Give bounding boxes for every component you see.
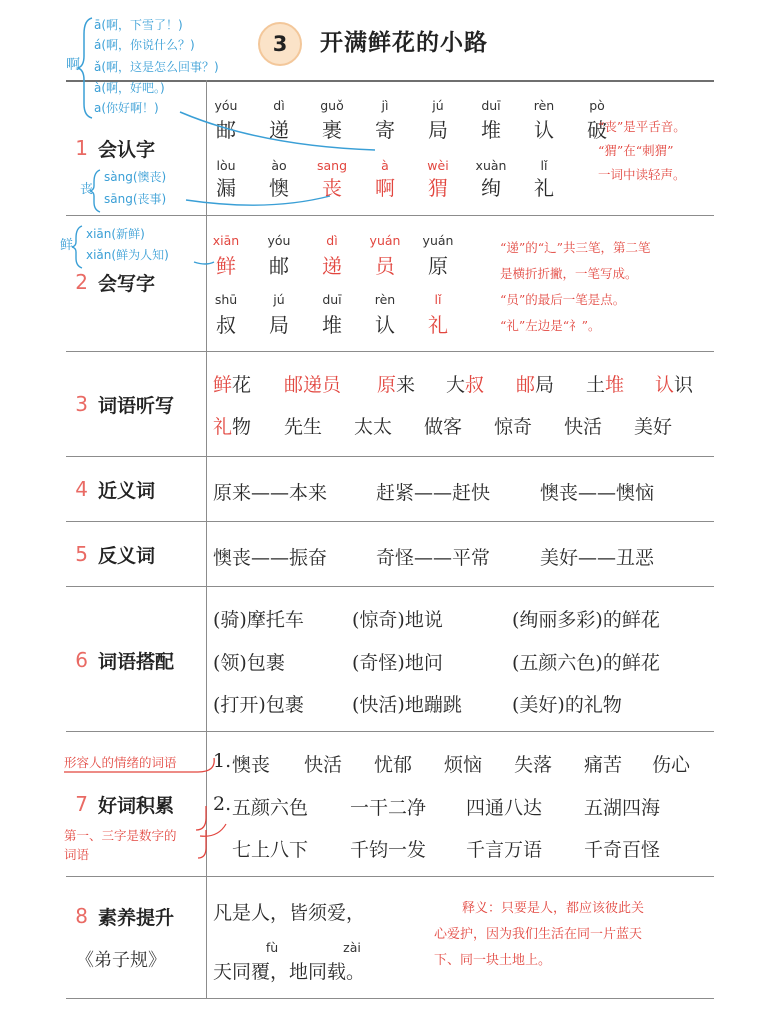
good-words-row-2: 2. bbox=[213, 793, 232, 815]
table-bottom-rule bbox=[66, 998, 714, 999]
a-brace bbox=[78, 18, 92, 118]
dictation-word: 快活 bbox=[564, 416, 603, 438]
good-word: 五湖四海 bbox=[584, 797, 661, 819]
good-word: 千钧一发 bbox=[350, 839, 427, 861]
character: 邮 bbox=[269, 254, 289, 278]
antonym-pair: 美好——丑恶 bbox=[540, 547, 655, 569]
dictation-word: 太太 bbox=[354, 416, 393, 438]
pinyin: pò bbox=[589, 98, 605, 113]
note-s8-3: 下、同一块土地上。 bbox=[434, 953, 552, 968]
character: 邮 bbox=[216, 118, 236, 142]
section-number: 1 bbox=[75, 136, 88, 160]
note-s2-1: “递”的“辶”共三笔，第二笔 bbox=[500, 240, 651, 255]
lesson-number-badge bbox=[258, 22, 302, 66]
character: 破 bbox=[587, 118, 607, 142]
section-number: 5 bbox=[75, 542, 88, 566]
character: 原 bbox=[428, 254, 448, 278]
pinyin: rèn bbox=[374, 292, 396, 307]
synonym-pair: 原来——本来 bbox=[213, 482, 328, 504]
good-word: 懊丧 bbox=[232, 754, 271, 776]
dictation-word: 美好 bbox=[634, 416, 673, 438]
section-title: 反义词 bbox=[98, 544, 156, 567]
collocation: (五颜六色)的鲜花 bbox=[512, 652, 660, 674]
good-word: 失落 bbox=[514, 754, 553, 776]
note-s8-2: 心爱护，因为我们生活在同一片蓝天 bbox=[434, 927, 643, 942]
pinyin: lǐ bbox=[434, 292, 442, 307]
row-divider bbox=[66, 731, 714, 732]
antonym-pair: 懊丧——振奋 bbox=[213, 547, 328, 569]
section-number: 6 bbox=[75, 648, 88, 672]
collocation: (打开)包裹 bbox=[213, 694, 304, 716]
good-word: 七上八下 bbox=[232, 839, 309, 861]
character: 丧 bbox=[322, 176, 342, 200]
pinyin: guǒ bbox=[320, 98, 344, 113]
character: 绚 bbox=[481, 176, 501, 200]
pinyin: duī bbox=[322, 292, 342, 307]
pinyin: wèi bbox=[427, 158, 449, 173]
section-label-8 bbox=[66, 898, 206, 934]
dictation-word: 原来 bbox=[377, 374, 416, 396]
row-divider bbox=[66, 521, 714, 522]
dictation-word: 鲜花 bbox=[213, 374, 252, 396]
note-s7-numbers-1: 第一、三字是数字的 bbox=[64, 828, 177, 843]
synonym-pair: 懊丧——懊恼 bbox=[540, 482, 655, 504]
section-label-1 bbox=[66, 130, 206, 166]
character: 叔 bbox=[216, 313, 236, 337]
note-s8-1: 释义：只要是人，都应该彼此关 bbox=[462, 901, 645, 916]
character: 递 bbox=[322, 254, 342, 278]
collocation: (美好)的礼物 bbox=[512, 694, 622, 716]
a-annotation-3: ǎ(啊，这是怎么回事？) bbox=[94, 60, 219, 74]
section-title: 会写字 bbox=[98, 272, 156, 295]
dictation-word: 礼物 bbox=[213, 416, 252, 438]
character: 裹 bbox=[322, 118, 342, 142]
dictation-word: 先生 bbox=[284, 416, 323, 438]
good-word: 千言万语 bbox=[466, 839, 543, 861]
character: 局 bbox=[269, 313, 289, 337]
note-s7-emotion: 形容人的情绪的词语 bbox=[64, 755, 177, 770]
column-divider bbox=[206, 80, 207, 998]
note-s2-3: “员”的最后一笔是点。 bbox=[500, 292, 626, 307]
pinyin: jú bbox=[273, 292, 285, 307]
character: 漏 bbox=[216, 176, 236, 200]
row-divider bbox=[66, 351, 714, 352]
section-number: 7 bbox=[75, 792, 88, 816]
pinyin: jú bbox=[432, 98, 444, 113]
dictation-word: 邮递员 bbox=[284, 374, 342, 396]
pinyin: yuán bbox=[422, 233, 454, 248]
character: 寄 bbox=[375, 118, 395, 142]
note-s2-2: 是横折折撇，一笔写成。 bbox=[500, 266, 638, 281]
good-word: 千奇百怪 bbox=[584, 839, 661, 861]
pinyin: lǐ bbox=[540, 158, 548, 173]
section-title: 近义词 bbox=[98, 479, 156, 502]
note-s1-1: “丧”是平舌音。 bbox=[598, 119, 686, 134]
poem-line-1: 凡是人，皆须爱， bbox=[213, 902, 366, 924]
lesson-number: 3 bbox=[272, 32, 288, 56]
dictation-word: 做客 bbox=[424, 416, 463, 438]
collocation: (骑)摩托车 bbox=[213, 609, 304, 631]
a-prefix: 啊 bbox=[66, 57, 80, 73]
pinyin: dì bbox=[326, 233, 338, 248]
pinyin: shū bbox=[214, 292, 238, 307]
section-title: 会认字 bbox=[98, 138, 156, 161]
section-number: 4 bbox=[75, 477, 88, 501]
good-word: 烦恼 bbox=[444, 754, 483, 776]
collocation: (快活)地蹦跳 bbox=[352, 694, 462, 716]
character: 局 bbox=[428, 118, 448, 142]
note-s1-3: 一词中读轻声。 bbox=[598, 167, 686, 182]
sang-annotation-1: sàng(懊丧) bbox=[104, 170, 167, 184]
section-label-7 bbox=[66, 786, 206, 822]
sang-link-line bbox=[186, 196, 330, 205]
good-word: 五颜六色 bbox=[232, 797, 309, 819]
pinyin: jì bbox=[381, 98, 389, 113]
section-number: 8 bbox=[75, 904, 88, 928]
dictation-word: 邮局 bbox=[516, 374, 555, 396]
dictation-word: 大叔 bbox=[446, 374, 485, 396]
a-annotation-5: a(你好啊！) bbox=[94, 101, 159, 115]
pinyin: yóu bbox=[267, 233, 291, 248]
collocation: (惊奇)地说 bbox=[352, 609, 443, 631]
xian-annotation-1: xiān(新鲜) bbox=[86, 227, 145, 241]
character: 认 bbox=[375, 313, 395, 337]
pinyin: dì bbox=[273, 98, 285, 113]
good-word: 快活 bbox=[304, 754, 343, 776]
pinyin: duī bbox=[481, 98, 501, 113]
pinyin-fu: fù bbox=[265, 940, 279, 955]
section-label-4 bbox=[66, 471, 206, 507]
antonym-pair: 奇怪——平常 bbox=[376, 547, 491, 569]
section-label-2 bbox=[66, 264, 206, 300]
collocation: (绚丽多彩)的鲜花 bbox=[512, 609, 660, 631]
character: 堆 bbox=[481, 118, 501, 142]
numbers-link bbox=[200, 824, 226, 836]
character: 递 bbox=[269, 118, 289, 142]
dictation-word: 土堆 bbox=[586, 374, 625, 396]
sang-annotation-2: sāng(丧事) bbox=[104, 192, 167, 206]
collocation: (奇怪)地问 bbox=[352, 652, 443, 674]
good-word: 痛苦 bbox=[584, 754, 623, 776]
note-s1-2: “猬”在“刺猬” bbox=[598, 143, 674, 158]
book-title: 《弟子规》 bbox=[76, 950, 166, 971]
row-divider bbox=[66, 456, 714, 457]
sang-prefix: 丧 bbox=[80, 182, 94, 197]
section-label-3 bbox=[66, 386, 206, 422]
collocation: (领)包裹 bbox=[213, 652, 285, 674]
good-word: 四通八达 bbox=[466, 797, 543, 819]
character: 认 bbox=[534, 118, 554, 142]
section-number: 3 bbox=[75, 392, 88, 416]
section-label-6 bbox=[66, 642, 206, 678]
pinyin: xiān bbox=[212, 233, 240, 248]
character: 堆 bbox=[322, 313, 342, 337]
a-annotation-1: ā(啊，下雪了！) bbox=[94, 18, 183, 32]
pinyin: ào bbox=[271, 158, 287, 173]
note-s7-numbers-2: 词语 bbox=[64, 847, 90, 862]
pinyin: lòu bbox=[216, 158, 236, 173]
section-number: 2 bbox=[75, 270, 88, 294]
pinyin-zai: zài bbox=[343, 940, 361, 955]
section-title: 素养提升 bbox=[98, 906, 175, 929]
character: 礼 bbox=[428, 313, 448, 337]
good-words-row-1: 1. bbox=[213, 750, 232, 772]
good-word: 一干二净 bbox=[350, 797, 427, 819]
character: 懊 bbox=[269, 176, 289, 200]
pinyin: xuàn bbox=[475, 158, 507, 173]
good-word: 忧郁 bbox=[374, 754, 413, 776]
pinyin: rèn bbox=[533, 98, 555, 113]
xian-brace bbox=[72, 226, 82, 268]
character: 猬 bbox=[428, 176, 448, 200]
page-title: 开满鲜花的小路 bbox=[320, 30, 488, 56]
section-title: 词语搭配 bbox=[98, 650, 175, 673]
a-annotation-4: à(啊，好吧。) bbox=[94, 81, 165, 95]
character: 员 bbox=[375, 254, 395, 278]
row-divider bbox=[66, 215, 714, 216]
pinyin: sang bbox=[316, 158, 348, 173]
character: 啊 bbox=[375, 176, 395, 200]
section-title: 词语听写 bbox=[98, 394, 175, 417]
poem-line-2: 天同覆，地同载。 bbox=[213, 961, 366, 983]
section-label-5 bbox=[66, 536, 206, 572]
dictation-word: 认识 bbox=[655, 374, 694, 396]
xian-prefix: 鲜 bbox=[60, 238, 74, 253]
xian-annotation-2: xiǎn(鲜为人知) bbox=[86, 248, 169, 262]
pinyin: yóu bbox=[214, 98, 238, 113]
dictation-word: 惊奇 bbox=[494, 416, 533, 438]
row-divider bbox=[66, 586, 714, 587]
a-annotation-2: á(啊，你说什么？) bbox=[94, 38, 195, 52]
good-word: 伤心 bbox=[652, 754, 691, 776]
section-title: 好词积累 bbox=[98, 794, 175, 817]
row-divider bbox=[66, 876, 714, 877]
pinyin: yuán bbox=[369, 233, 401, 248]
character: 礼 bbox=[534, 176, 554, 200]
character: 鲜 bbox=[216, 254, 236, 278]
note-s2-4: “礼”左边是“礻”。 bbox=[500, 318, 601, 333]
pinyin: à bbox=[381, 158, 389, 173]
synonym-pair: 赶紧——赶快 bbox=[376, 482, 491, 504]
